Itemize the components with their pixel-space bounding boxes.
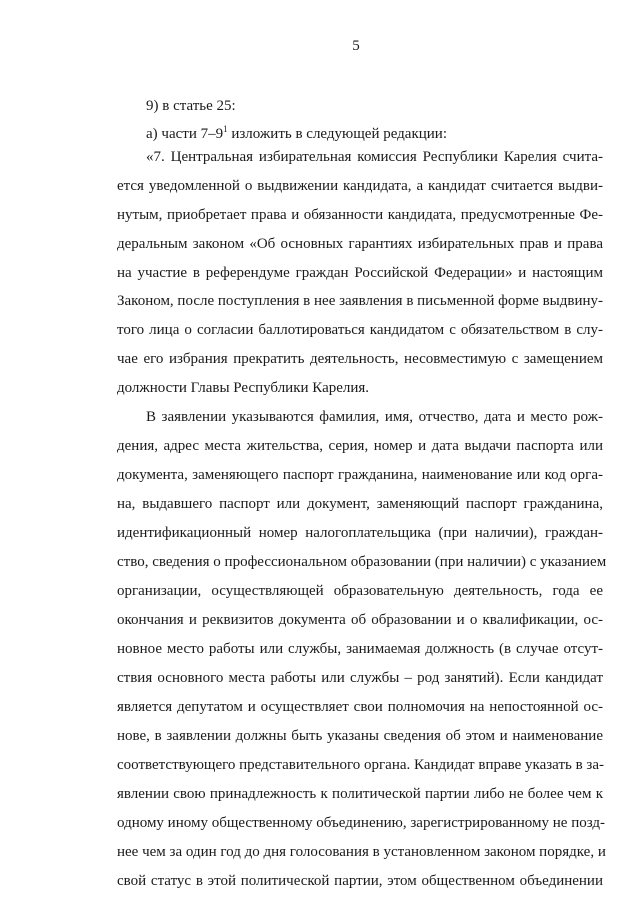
line-text: В заявлении указываются фамилия, имя, отчество, дата и место рож- bbox=[146, 409, 603, 425]
text-line bbox=[117, 640, 603, 660]
text-line bbox=[117, 611, 603, 631]
text-line bbox=[117, 553, 607, 573]
text-line bbox=[146, 125, 603, 145]
text-line bbox=[117, 495, 603, 515]
line-text: свой статус в этой политической партии, этом общественном объединении bbox=[117, 873, 603, 889]
line-text: на участие в референдуме граждан Российской Федерации» и настоящим bbox=[117, 265, 603, 281]
line-text: дения, адрес места жительства, серия, номер и дата выдачи паспорта или bbox=[117, 438, 603, 454]
line-text: соответствующего представительного органа. Кандидат вправе указать в за- bbox=[117, 757, 605, 773]
text-line bbox=[117, 292, 603, 312]
line-text: нове, в заявлении должны быть указаны сведения об этом и наименование bbox=[117, 728, 603, 744]
text-line bbox=[117, 872, 603, 892]
text-line bbox=[117, 756, 603, 776]
text-line bbox=[117, 379, 603, 399]
text-line bbox=[117, 437, 603, 457]
line-text: ствия основного места работы или службы – род занятий). Если кандидат bbox=[117, 670, 603, 686]
text-line bbox=[146, 408, 603, 428]
line-text: а) части 7–9 bbox=[146, 126, 224, 142]
text-line bbox=[146, 97, 603, 117]
line-text: 9) в статье 25: bbox=[146, 98, 236, 114]
line-text: того лица о согласии баллотироваться кандидатом с обязательством в слу- bbox=[117, 322, 603, 338]
text-line bbox=[146, 148, 603, 168]
text-line bbox=[117, 669, 603, 689]
text-line bbox=[117, 698, 603, 718]
line-text-continued: изложить в следующей редакции: bbox=[227, 126, 448, 142]
line-text: явлении свою принадлежность к политической партии либо не более чем к bbox=[117, 786, 603, 802]
line-text: является депутатом и осуществляет свои полномочия на непостоянной ос- bbox=[117, 699, 603, 715]
text-line bbox=[117, 321, 603, 341]
line-text: нутым, приобретает права и обязанности кандидата, предусмотренные Фе- bbox=[117, 207, 603, 223]
text-line bbox=[117, 785, 603, 805]
superscript: 1 bbox=[223, 124, 228, 134]
line-text: ется уведомленной о выдвижении кандидата, а кандидат считается выдви- bbox=[117, 178, 603, 194]
text-line bbox=[117, 206, 603, 226]
line-text: «7. Центральная избирательная комиссия Республики Карелия счита- bbox=[146, 149, 603, 165]
text-line bbox=[117, 177, 603, 197]
text-line bbox=[117, 264, 603, 284]
text-line bbox=[117, 843, 606, 863]
line-text: документа, заменяющего паспорт гражданина, наименование или код орга- bbox=[117, 467, 603, 483]
line-text: новное место работы или службы, занимаемая должность (в случае отсут- bbox=[117, 641, 603, 657]
line-text: нее чем за один год до дня голосования в установленном законом порядке, и bbox=[117, 844, 606, 860]
line-text: ство, сведения о профессиональном образовании (при наличии) с указанием bbox=[117, 554, 607, 570]
text-line bbox=[117, 814, 606, 834]
line-text: Законом, после поступления в нее заявления в письменной форме выдвину- bbox=[117, 293, 603, 309]
line-text: чае его избрания прекратить деятельность, несовместимую с замещением bbox=[117, 351, 603, 367]
text-line bbox=[117, 466, 603, 486]
text-line bbox=[117, 727, 603, 747]
text-line bbox=[117, 524, 603, 544]
text-line bbox=[117, 582, 603, 602]
line-text: организации, осуществляющей образовательную деятельность, года ее bbox=[117, 583, 603, 599]
text-line bbox=[117, 235, 603, 255]
line-text: окончания и реквизитов документа об образовании и о квалификации, ос- bbox=[117, 612, 603, 628]
line-text: на, выдавшего паспорт или документ, заменяющий паспорт гражданина, bbox=[117, 496, 603, 512]
line-text: идентификационный номер налогоплательщика (при наличии), граждан- bbox=[117, 525, 603, 541]
page-number: 5 bbox=[352, 38, 360, 54]
line-text: одному иному общественному объединению, зарегистрированному не позд- bbox=[117, 815, 606, 831]
line-text: деральным законом «Об основных гарантиях избирательных прав и права bbox=[117, 236, 603, 252]
line-text: должности Главы Республики Карелия. bbox=[117, 380, 370, 396]
text-line bbox=[117, 350, 603, 370]
